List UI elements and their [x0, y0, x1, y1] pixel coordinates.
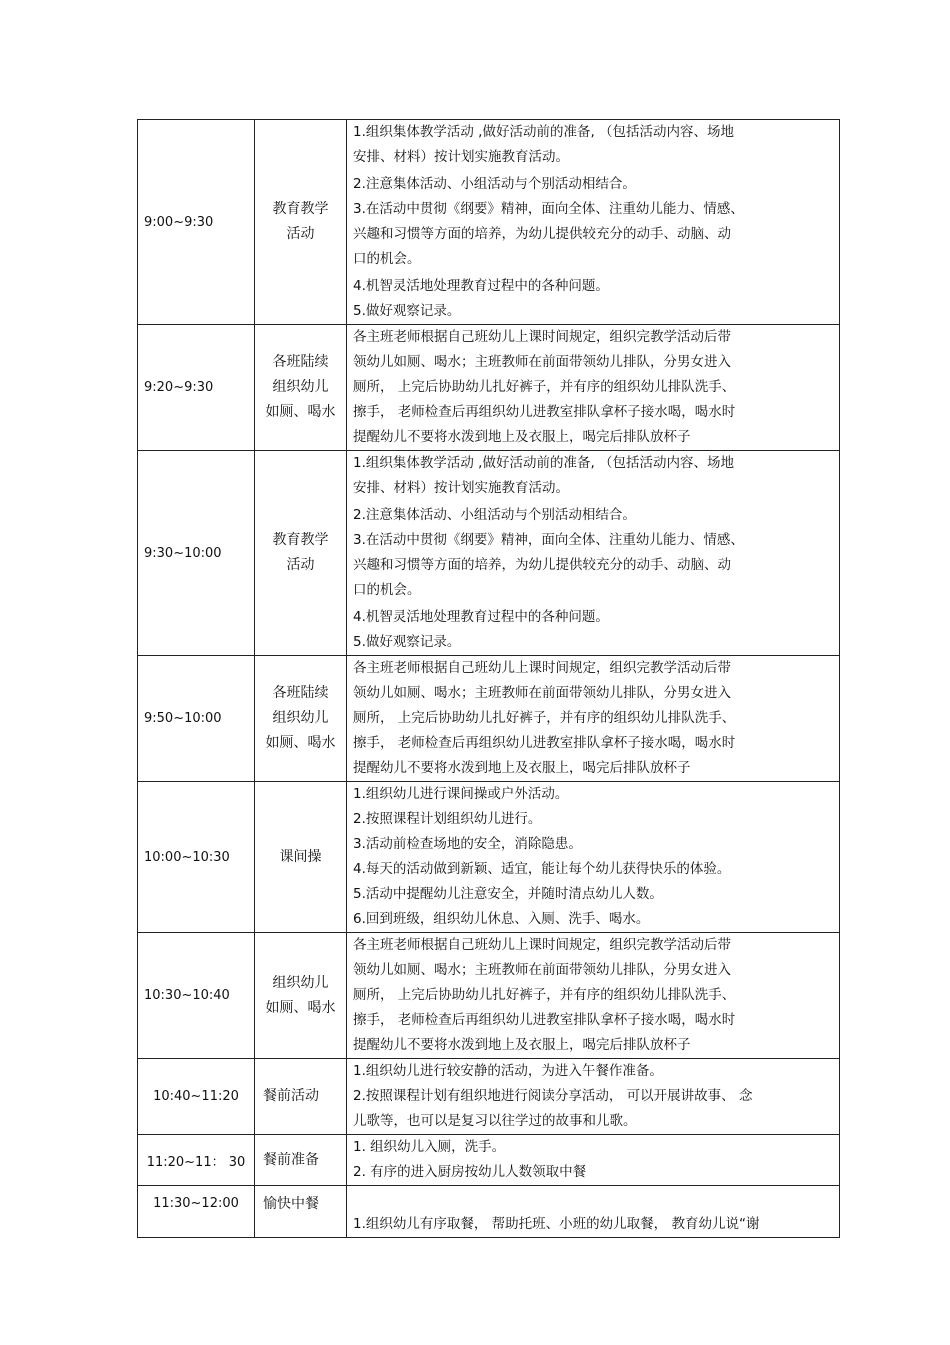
description-line: 领幼儿如厕、喝水；主班教师在前面带领幼儿排队，分男女进入 — [353, 962, 731, 978]
activity-line: 各班陆续 — [272, 354, 329, 370]
activity-line: 组织幼儿 — [272, 710, 329, 726]
description-line: 厕所， 上完后协助幼儿扎好裤子，并有序的组织幼儿排队洗手、 — [353, 379, 736, 395]
description-line: 擦手， 老师检查后再组织幼儿进教室排队拿杯子接水喝，喝水时 — [353, 1012, 736, 1028]
description-line: 口的机会。 — [353, 582, 421, 598]
activity-cell — [255, 451, 347, 656]
description-cell — [347, 451, 840, 656]
description-line: 安排、材料）按计划实施教育活动。 — [353, 149, 569, 165]
description-line: 6.回到班级，组织幼儿休息、入厕、洗手、喝水。 — [353, 911, 650, 927]
description-segment: 2.按照课程计划有组织地进行阅读分享活动， 可以开展讲故事、 念 — [353, 1088, 753, 1104]
description-line: 2.注意集体活动、小组活动与个别活动相结合。 — [353, 176, 636, 192]
description-line: 擦手， 老师检查后再组织幼儿进教室排队拿杯子接水喝，喝水时 — [353, 735, 736, 751]
description-line: 2.按照课程计划组织幼儿进行。 — [353, 811, 542, 827]
description-line: 各主班老师根据自己班幼儿上课时间规定，组织完教学活动后带 — [353, 937, 731, 953]
description-line: 4.机智灵活地处理教育过程中的各种问题。 — [353, 609, 609, 625]
description-line: 1.组织幼儿有序取餐， 帮助托班、小班的幼儿取餐， 教育幼儿说“谢 — [353, 1216, 760, 1232]
description-cell — [347, 933, 840, 1059]
activity-line: 如厕、喝水 — [265, 735, 336, 751]
description-line: 1.组织集体教学活动 ,做好活动前的准备, （包括活动内容、场地 — [353, 124, 735, 140]
description-line: 2. 有序的进入厨房按幼儿人数领取中餐 — [353, 1164, 587, 1180]
activity-cell — [255, 933, 347, 1059]
time-cell: 10:00~10:30 — [138, 782, 255, 933]
description-line: 1. 组织幼儿入厕，洗手。 — [353, 1139, 506, 1155]
daily-schedule-table — [137, 119, 840, 1238]
description-line: 5.做好观察记录。 — [353, 303, 461, 319]
time-cell: 10:40~11:20 — [138, 1059, 255, 1135]
description-line: 1.组织幼儿进行较安静的活动，为进入午餐作准备。 — [353, 1063, 663, 1079]
activity-line: 教育教学 — [272, 532, 329, 548]
description-line: 3.在活动中贯彻《纲要》精神，面向全体、注重幼儿能力、情感、 — [353, 532, 744, 548]
activity-line: 教育教学 — [272, 201, 329, 217]
table-row — [138, 1059, 840, 1135]
description-line: 4.每天的活动做到新颖、适宜，能让每个幼儿获得快乐的体验。 — [353, 861, 731, 877]
time-cell: 10:30~10:40 — [138, 933, 255, 1059]
description-line: 1.组织集体教学活动 ,做好活动前的准备, （包括活动内容、场地 — [353, 455, 735, 471]
description-cell — [347, 1059, 840, 1135]
description-line: 5.活动中提醒幼儿注意安全，并随时清点幼儿人数。 — [353, 886, 663, 902]
activity-cell — [255, 325, 347, 451]
table-row — [138, 1135, 840, 1186]
time-cell: 9:30~10:00 — [138, 451, 255, 656]
description-line: 兴趣和习惯等方面的培养，为幼儿提供较充分的动手、动脑、动 — [353, 557, 731, 573]
table-row — [138, 325, 840, 451]
description-line: 1.组织幼儿进行课间操或户外活动。 — [353, 786, 569, 802]
activity-line: 活动 — [286, 226, 315, 242]
description-line: 安排、材料）按计划实施教育活动。 — [353, 480, 569, 496]
description-line: 2.注意集体活动、小组活动与个别活动相结合。 — [353, 507, 636, 523]
table-row — [138, 120, 840, 325]
activity-line: 餐前活动 — [263, 1088, 319, 1104]
activity-line: 餐前准备 — [263, 1151, 319, 1168]
activity-line: 活动 — [286, 557, 315, 573]
description-cell — [347, 1135, 840, 1186]
description-line: 儿歌等，也可以是复习以往学过的故事和儿歌。 — [353, 1113, 637, 1129]
activity-cell — [255, 1135, 347, 1186]
table-row — [138, 782, 840, 933]
time-cell: 9:50~10:00 — [138, 656, 255, 782]
activity-line: 各班陆续 — [272, 685, 329, 701]
time-cell: 9:20~9:30 — [138, 325, 255, 451]
description-line: 厕所， 上完后协助幼儿扎好裤子，并有序的组织幼儿排队洗手、 — [353, 710, 736, 726]
time-cell: 11:20~11： 30 — [138, 1135, 255, 1186]
activity-cell — [255, 782, 347, 933]
time-cell: 9:00~9:30 — [138, 120, 255, 325]
description-cell — [347, 1186, 840, 1238]
description-line: 各主班老师根据自己班幼儿上课时间规定，组织完教学活动后带 — [353, 329, 731, 345]
activity-line: 组织幼儿 — [272, 379, 329, 395]
table-row — [138, 933, 840, 1059]
description-line: 提醒幼儿不要将水泼到地上及衣服上，喝完后排队放杯子 — [353, 760, 691, 776]
table-row — [138, 451, 840, 656]
description-line: 提醒幼儿不要将水泼到地上及衣服上，喝完后排队放杯子 — [353, 1037, 691, 1053]
description-line: 4.机智灵活地处理教育过程中的各种问题。 — [353, 278, 609, 294]
description-line: 领幼儿如厕、喝水；主班教师在前面带领幼儿排队，分男女进入 — [353, 354, 731, 370]
description-line — [353, 1084, 835, 1109]
description-line: 擦手， 老师检查后再组织幼儿进教室排队拿杯子接水喝，喝水时 — [353, 404, 736, 420]
description-cell — [347, 325, 840, 451]
description-line: 提醒幼儿不要将水泼到地上及衣服上，喝完后排队放杯子 — [353, 429, 691, 445]
activity-line: 课间操 — [279, 848, 322, 865]
description-line: 领幼儿如厕、喝水；主班教师在前面带领幼儿排队，分男女进入 — [353, 685, 731, 701]
description-cell — [347, 120, 840, 325]
description-line: 3.在活动中贯彻《纲要》精神，面向全体、注重幼儿能力、情感、 — [353, 201, 744, 217]
description-line: 口的机会。 — [353, 251, 421, 267]
description-line: 5.做好观察记录。 — [353, 634, 461, 650]
activity-cell — [255, 1186, 347, 1238]
description-line: 兴趣和习惯等方面的培养，为幼儿提供较充分的动手、动脑、动 — [353, 226, 731, 242]
description-line: 各主班老师根据自己班幼儿上课时间规定，组织完教学活动后带 — [353, 660, 731, 676]
activity-line: 组织幼儿 — [272, 974, 329, 991]
description-line: 3.活动前检查场地的安全，消除隐患。 — [353, 836, 582, 852]
description-line: 厕所， 上完后协助幼儿扎好裤子，并有序的组织幼儿排队洗手、 — [353, 987, 736, 1003]
table-row — [138, 1186, 840, 1238]
activity-cell — [255, 1059, 347, 1135]
activity-line: 如厕、喝水 — [265, 404, 336, 420]
time-cell: 11:30~12:00 — [138, 1186, 255, 1238]
activity-line: 愉快中餐 — [263, 1196, 319, 1212]
description-cell — [347, 656, 840, 782]
activity-line: 如厕、喝水 — [265, 999, 336, 1016]
table-row — [138, 656, 840, 782]
activity-cell — [255, 120, 347, 325]
activity-cell — [255, 656, 347, 782]
description-cell — [347, 782, 840, 933]
